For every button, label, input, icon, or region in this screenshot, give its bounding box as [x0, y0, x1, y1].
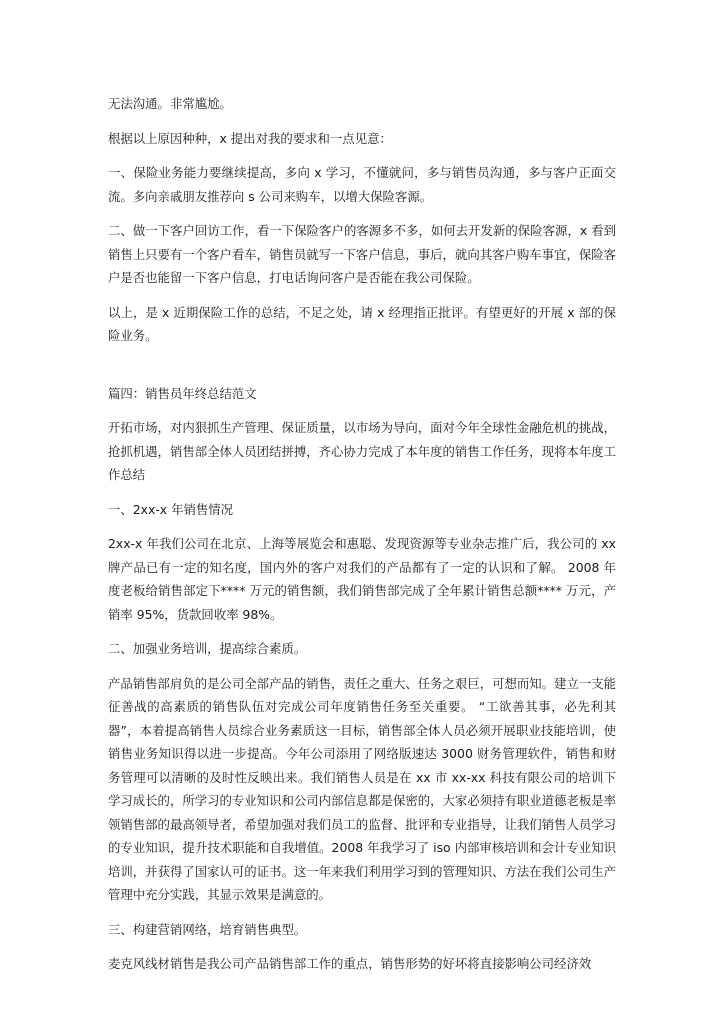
paragraph-4: 二、做一下客户回访工作，看一下保险客户的客源多不多，如何去开发新的保险客源，x 看到销售上只要有一个客户看车，销售员就写一下客户信息，事后，就向其客户购车事宜，保险客户是否也能留一下客户信息，打电话询问客户是否能在我公司保险。 — [108, 223, 617, 285]
paragraph-6: 开拓市场，对内狠抓生产管理、保证质量，以市场为导向，面对今年全球性金融危机的挑战，抢抓机遇，销售部全体人员团结拼搏，齐心协力完成了本年度的销售工作任务，现将本年度工作总结 — [108, 420, 617, 482]
subheading-2: 二、加强业务培训，提高综合素质。 — [108, 641, 307, 656]
document-page — [108, 92, 616, 976]
paragraph-7: 2xx-x 年我们公司在北京、上海等展览会和惠聪、发现资源等专业杂志推广后，我公司的 xx 牌产品已有一定的知名度，国内外的客户对我们的产品都有了一定的认识和了解。 2008 年度老板给销售部定下**** 万元的销售额，我们销售部完成了全年累计销售总额**** 万元，产销率 95%，货款回收率 98%。 — [108, 536, 616, 622]
paragraph-3: 一、保险业务能力要继续提高，多向 x 学习，不懂就问，多与销售员沟通，多与客户正面交流。多向亲戚朋友推荐向 s 公司来购车，以增大保险客源。 — [108, 165, 616, 204]
subheading-3: 三、构建营销网络，培育销售典型。 — [108, 921, 307, 937]
paragraph-1: 无法沟通。非常尴尬。 — [108, 96, 232, 111]
paragraph-5: 以上，是 x 近期保险工作的总结，不足之处，请 x 经理指正批评。有望更好的开展 x 部的保险业务。 — [108, 304, 616, 343]
paragraph-2: 根据以上原因种种，x 提出对我的要求和一点见意： — [108, 130, 392, 146]
subheading-1: 一、2xx-x 年销售情况 — [108, 501, 234, 517]
paragraph-9: 麦克风线材销售是我公司产品销售部工作的重点，销售形势的好坏将直接影响公司经济效 — [108, 956, 592, 971]
paragraph-8: 产品销售部肩负的是公司全部产品的销售，责任之重大、任务之艰巨，可想而知。建立一支能征善战的高素质的销售队伍对完成公司年度销售任务至关重要。 “工欲善其事，必先利其器”，本着提高销售人员综合业务素质这一目标，销售部全体人员必须开展职业技能培训，使销售业务知识得以进一步提高。今年公司添用了网络版速达 3000 财务管理软件，销售和财务管理可以清晰的及时性反映出来。我们销售人员是在 xx 市 xx-xx 科技有限公司的培训下学习成长的，所学习的专业知识和公司内部信息都是保密的，大家必须持有职业道德老板是率领销售部的最高领导者，希望加强对我们员工的监督、批评和专业指导，让我们销售人员学习的专业知识，提升技术职能和自我增值。2008 年我学习了 iso 内部审核培训和会计专业知识培训，并获得了国家认可的证书。这一年来我们利用学习到的管理知识、方法在我们公司生产管理中充分实践，其显示效果是满意的。 — [108, 675, 617, 902]
section-heading: 篇四：销售员年终总结范文 — [108, 385, 257, 401]
